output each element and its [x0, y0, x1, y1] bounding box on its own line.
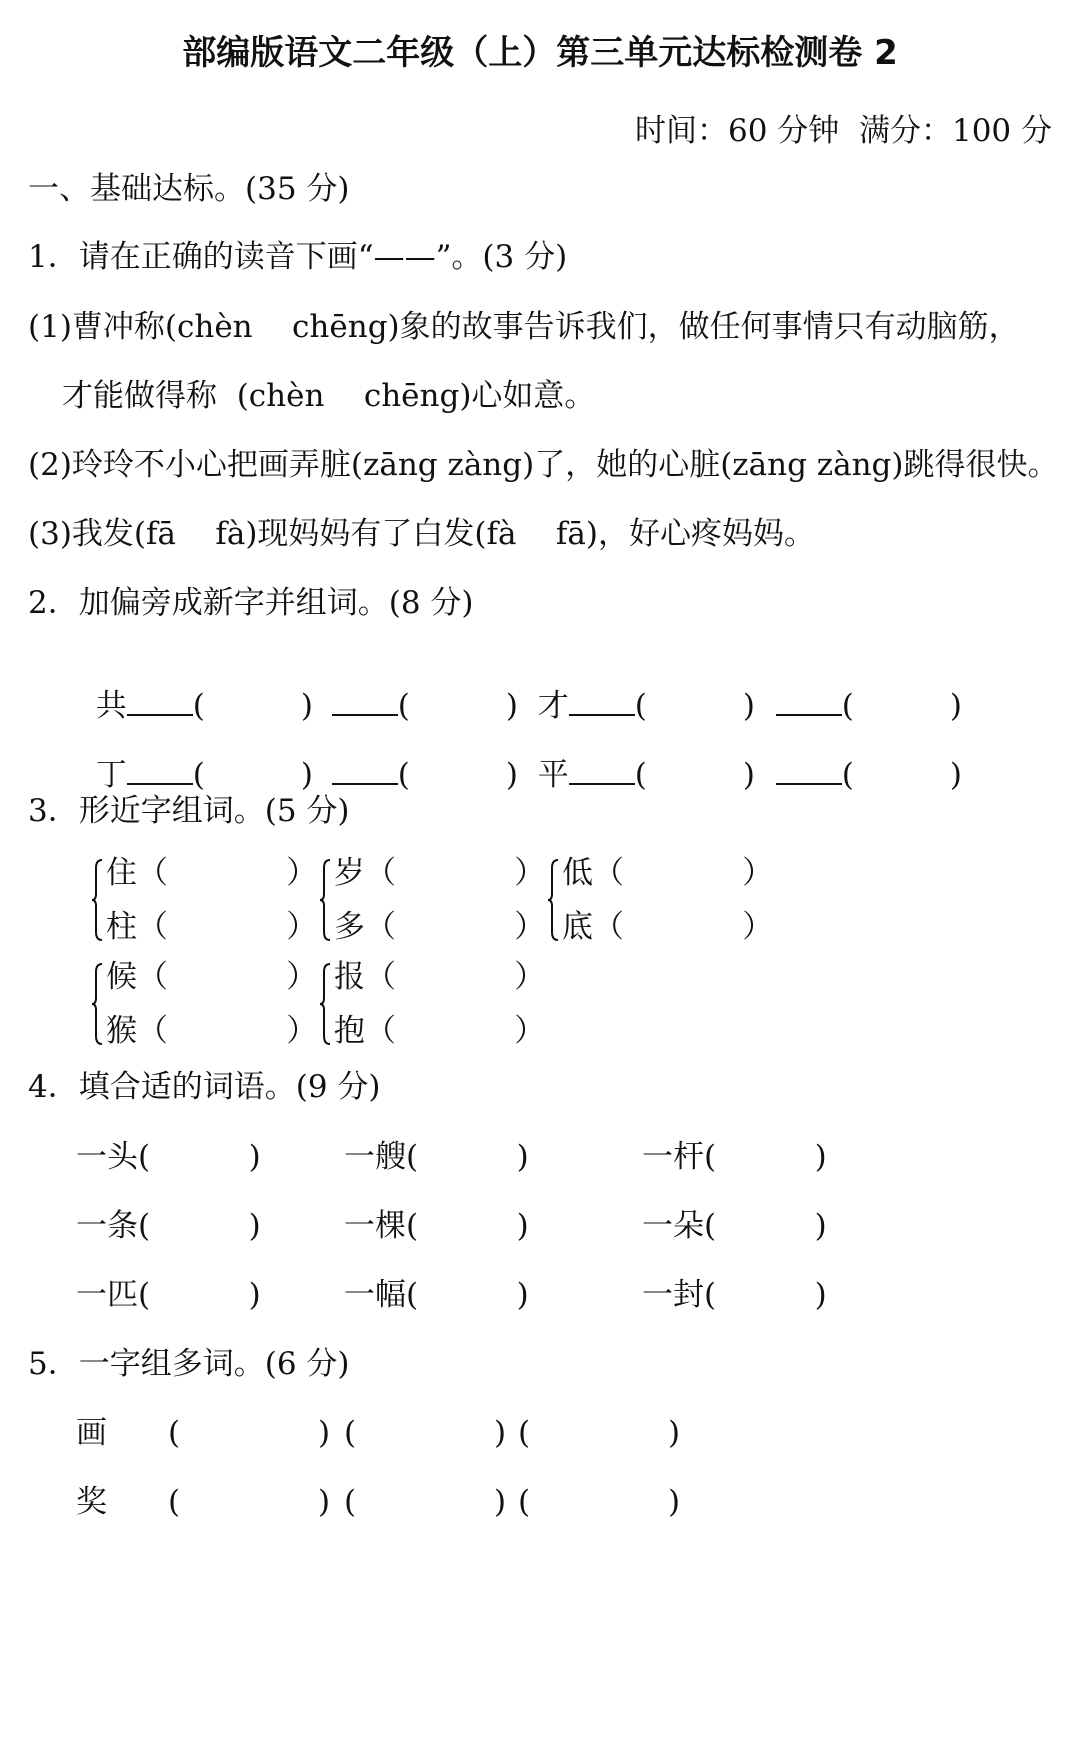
paren-open: ( — [397, 757, 410, 793]
answer-blank[interactable] — [127, 757, 193, 785]
measure-word-item: 一棵( ) — [344, 1208, 529, 1244]
paren-open: ( — [192, 757, 205, 793]
char-pair-bottom: 多（ ） — [334, 909, 546, 945]
q2-row — [312, 657, 518, 722]
q2-row — [518, 657, 755, 722]
paren-close: ) — [742, 757, 755, 793]
paren-close: ) — [949, 757, 962, 793]
paren-close: ) — [505, 757, 518, 793]
measure-word-item: 一朵( ) — [642, 1208, 827, 1244]
q5-prompt: 5．一字组多词。(6 分) — [28, 1346, 350, 1382]
measure-word-item: 一幅( ) — [344, 1277, 529, 1313]
q1-line: (2)玲玲不小心把画弄脏(zāng zàng)了，她的心脏(zāng zàng)跳得很快。 — [28, 447, 1059, 483]
section-heading: 一、基础达标。(35 分) — [28, 171, 350, 207]
answer-blank[interactable] — [776, 757, 842, 785]
q1-line: (3)我发(fā fà)现妈妈有了白发(fà fā)，好心疼妈妈。 — [28, 516, 815, 552]
brace-icon — [90, 962, 104, 1046]
answer-paren[interactable]: ( ) — [344, 1415, 507, 1451]
char-pair-bottom: 柱（ ） — [106, 909, 318, 945]
paren-open: ( — [841, 688, 854, 724]
answer-paren[interactable]: ( ) — [518, 1415, 681, 1451]
q5-char: 奖 — [76, 1484, 107, 1520]
paren-open: ( — [634, 757, 647, 793]
char-pair-top: 候（ ） — [106, 959, 318, 995]
q5-char: 画 — [76, 1415, 107, 1451]
char-pair-top: 低（ ） — [562, 855, 774, 891]
paren-close: ) — [742, 688, 755, 724]
answer-blank[interactable] — [332, 688, 398, 716]
brace-icon — [90, 858, 104, 942]
answer-blank[interactable] — [569, 757, 635, 785]
paren-close: ) — [300, 688, 313, 724]
brace-icon — [546, 858, 560, 942]
q2-row — [76, 726, 313, 791]
answer-paren[interactable]: ( ) — [168, 1484, 331, 1520]
char-pair-top: 报（ ） — [334, 959, 546, 995]
char-pair-top: 住（ ） — [106, 855, 318, 891]
answer-paren[interactable]: ( ) — [168, 1415, 331, 1451]
q1-prompt: 1．请在正确的读音下画“——”。(3 分) — [28, 239, 568, 275]
q2-char: 才 — [537, 688, 569, 724]
q2-row — [756, 726, 962, 791]
brace-icon — [318, 858, 332, 942]
q2-row — [312, 726, 518, 791]
q2-row — [518, 726, 755, 791]
char-pair-bottom: 猴（ ） — [106, 1013, 318, 1049]
q1-line: 才能做得称 (chèn chēng)心如意。 — [62, 378, 596, 414]
q1-line: (1)曹冲称(chèn chēng)象的故事告诉我们，做任何事情只有动脑筋， — [28, 309, 1020, 345]
char-pair-bottom: 底（ ） — [562, 909, 774, 945]
measure-word-item: 一条( ) — [76, 1208, 261, 1244]
answer-paren[interactable]: ( ) — [518, 1484, 681, 1520]
char-pair-bottom: 抱（ ） — [334, 1013, 546, 1049]
exam-meta: 时间：60 分钟 满分：100 分 — [634, 113, 1052, 149]
paren-open: ( — [192, 688, 205, 724]
char-pair-top: 岁（ ） — [334, 855, 546, 891]
q4-prompt: 4．填合适的词语。(9 分) — [28, 1069, 381, 1105]
paren-open: ( — [634, 688, 647, 724]
q2-row — [756, 657, 962, 722]
page-title: 部编版语文二年级（上）第三单元达标检测卷 2 — [182, 33, 898, 73]
answer-blank[interactable] — [569, 688, 635, 716]
measure-word-item: 一杆( ) — [642, 1139, 827, 1175]
q2-char: 丁 — [95, 757, 127, 793]
measure-word-item: 一头( ) — [76, 1139, 261, 1175]
answer-paren[interactable]: ( ) — [344, 1484, 507, 1520]
q2-prompt: 2．加偏旁成新字并组词。(8 分) — [28, 585, 474, 621]
paren-close: ) — [949, 688, 962, 724]
answer-blank[interactable] — [776, 688, 842, 716]
q3-prompt: 3．形近字组词。(5 分) — [28, 793, 350, 829]
paren-close: ) — [505, 688, 518, 724]
paren-open: ( — [397, 688, 410, 724]
paren-close: ) — [300, 757, 313, 793]
answer-blank[interactable] — [127, 688, 193, 716]
paren-open: ( — [841, 757, 854, 793]
measure-word-item: 一封( ) — [642, 1277, 827, 1313]
measure-word-item: 一艘( ) — [344, 1139, 529, 1175]
q2-char: 共 — [95, 688, 127, 724]
brace-icon — [318, 962, 332, 1046]
q2-row — [76, 657, 313, 722]
answer-blank[interactable] — [332, 757, 398, 785]
measure-word-item: 一匹( ) — [76, 1277, 261, 1313]
q2-char: 平 — [537, 757, 569, 793]
